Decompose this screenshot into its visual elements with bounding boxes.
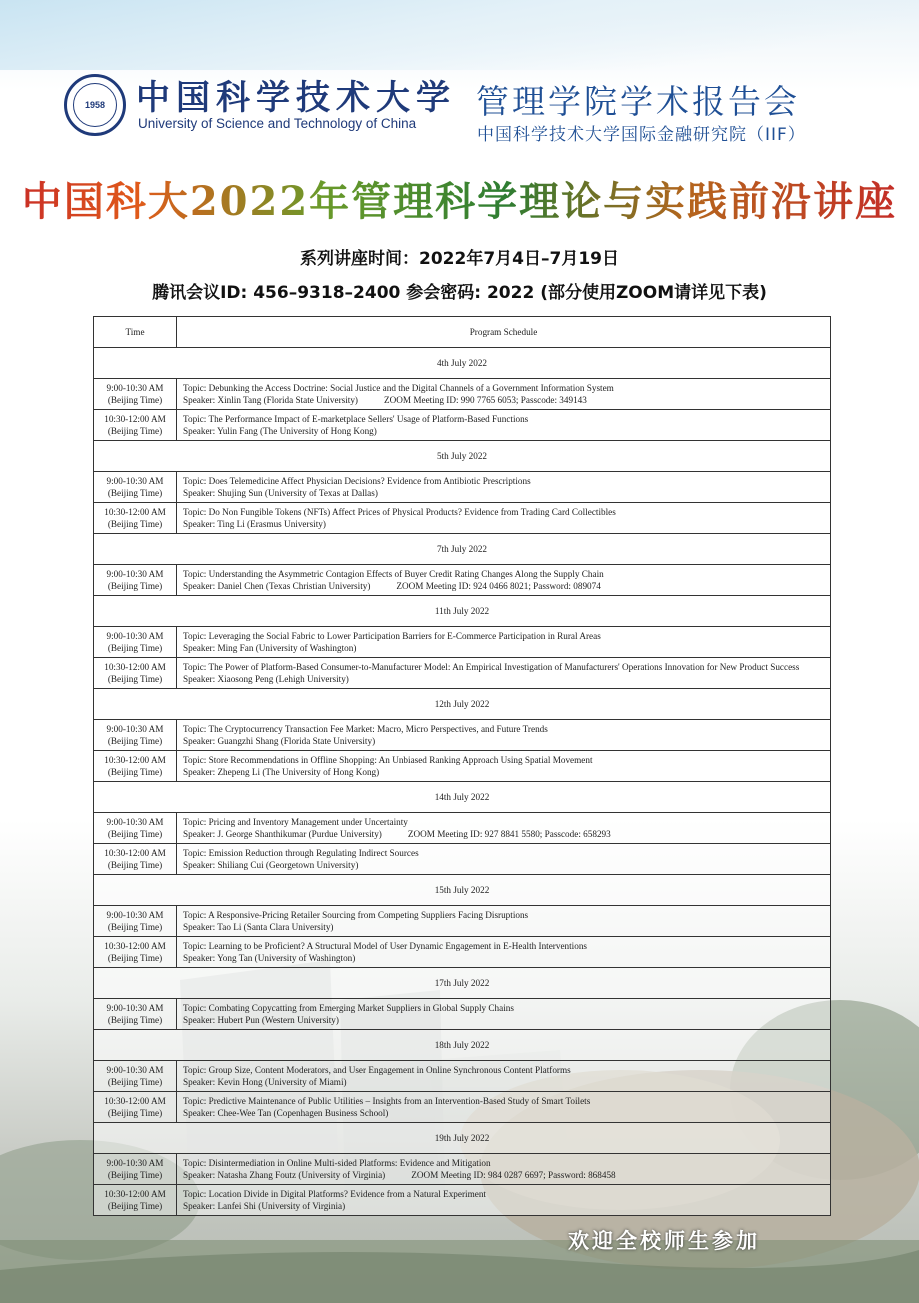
zoom-meeting-info: ZOOM Meeting ID: 927 8841 5580; Passcode: 658293 bbox=[407, 829, 611, 839]
talk-speaker: Speaker: Shujing Sun (University of Texas at Dallas) bbox=[183, 488, 378, 498]
university-seal-icon bbox=[64, 74, 126, 136]
talk-speaker-line bbox=[183, 1169, 824, 1182]
table-row bbox=[94, 472, 831, 503]
talk-speaker-line bbox=[183, 394, 824, 407]
time-range: 10:30-12:00 AM bbox=[104, 754, 166, 765]
date-row bbox=[94, 875, 831, 906]
program-cell bbox=[177, 1185, 831, 1216]
time-range: 10:30-12:00 AM bbox=[104, 940, 166, 951]
table-row bbox=[94, 379, 831, 410]
time-zone: (Beijing Time) bbox=[107, 829, 163, 839]
zoom-meeting-info: ZOOM Meeting ID: 984 0287 6697; Password: 868458 bbox=[411, 1170, 616, 1180]
program-cell bbox=[177, 906, 831, 937]
date-row bbox=[94, 534, 831, 565]
talk-speaker-line bbox=[183, 766, 824, 779]
column-header-time: Time bbox=[94, 317, 177, 348]
time-cell bbox=[94, 1185, 177, 1216]
time-cell bbox=[94, 410, 177, 441]
table-row bbox=[94, 906, 831, 937]
table-row bbox=[94, 1092, 831, 1123]
talk-speaker-line bbox=[183, 580, 824, 593]
time-zone: (Beijing Time) bbox=[107, 395, 163, 405]
date-row bbox=[94, 1123, 831, 1154]
talk-speaker: Speaker: Guangzhi Shang (Florida State University) bbox=[183, 736, 376, 746]
talk-topic: Topic: Debunking the Access Doctrine: Social Justice and the Digital Channels of a Government Information System bbox=[183, 382, 614, 393]
date-row bbox=[94, 441, 831, 472]
talk-speaker-line bbox=[183, 828, 824, 841]
time-cell bbox=[94, 720, 177, 751]
time-range: 9:00-10:30 AM bbox=[106, 568, 164, 579]
talk-speaker: Speaker: Ming Fan (University of Washington) bbox=[183, 643, 357, 653]
program-cell bbox=[177, 472, 831, 503]
table-row bbox=[94, 503, 831, 534]
table-row bbox=[94, 410, 831, 441]
talk-speaker: Speaker: Shiliang Cui (Georgetown University) bbox=[183, 860, 359, 870]
table-row bbox=[94, 1061, 831, 1092]
time-cell bbox=[94, 751, 177, 782]
program-cell bbox=[177, 937, 831, 968]
schedule-table bbox=[93, 316, 831, 1216]
talk-topic: Topic: Understanding the Asymmetric Contagion Effects of Buyer Credit Rating Changes Along the Supply Chain bbox=[183, 568, 604, 579]
date-label: 5th July 2022 bbox=[94, 441, 831, 472]
talk-speaker-line bbox=[183, 642, 824, 655]
time-range: 9:00-10:30 AM bbox=[106, 1064, 164, 1075]
time-range: 10:30-12:00 AM bbox=[104, 413, 166, 424]
program-cell bbox=[177, 1092, 831, 1123]
talk-speaker-line bbox=[183, 673, 824, 686]
time-zone: (Beijing Time) bbox=[107, 1201, 163, 1211]
talk-speaker: Speaker: Chee-Wee Tan (Copenhagen Business School) bbox=[183, 1108, 389, 1118]
talk-speaker: Speaker: Natasha Zhang Foutz (University of Virginia) bbox=[183, 1170, 386, 1180]
time-zone: (Beijing Time) bbox=[107, 860, 163, 870]
date-row bbox=[94, 968, 831, 999]
lecture-series-subtitle: 中国科学技术大学国际金融研究院（IIF） bbox=[477, 125, 806, 145]
talk-speaker: Speaker: Xinlin Tang (Florida State University) bbox=[183, 395, 358, 405]
date-label: 18th July 2022 bbox=[94, 1030, 831, 1061]
time-zone: (Beijing Time) bbox=[107, 674, 163, 684]
program-cell bbox=[177, 999, 831, 1030]
time-cell bbox=[94, 906, 177, 937]
talk-speaker: Speaker: Yulin Fang (The University of Hong Kong) bbox=[183, 426, 377, 436]
time-range: 10:30-12:00 AM bbox=[104, 1188, 166, 1199]
time-zone: (Beijing Time) bbox=[107, 736, 163, 746]
talk-speaker-line bbox=[183, 518, 824, 531]
schedule-body bbox=[94, 348, 831, 1216]
time-cell bbox=[94, 844, 177, 875]
time-cell bbox=[94, 1092, 177, 1123]
date-label: 17th July 2022 bbox=[94, 968, 831, 999]
talk-speaker: Speaker: Tao Li (Santa Clara University) bbox=[183, 922, 334, 932]
talk-speaker: Speaker: Kevin Hong (University of Miami) bbox=[183, 1077, 347, 1087]
talk-topic: Topic: A Responsive-Pricing Retailer Sourcing from Competing Suppliers Facing Disruptions bbox=[183, 909, 529, 920]
table-row bbox=[94, 937, 831, 968]
university-name-en: University of Science and Technology of China bbox=[138, 116, 417, 131]
talk-speaker: Speaker: J. George Shanthikumar (Purdue University) bbox=[183, 829, 382, 839]
time-cell bbox=[94, 627, 177, 658]
time-cell bbox=[94, 503, 177, 534]
time-zone: (Beijing Time) bbox=[107, 953, 163, 963]
main-title: 中国科大2022年管理科学理论与实践前沿讲座 bbox=[0, 170, 919, 227]
time-range: 10:30-12:00 AM bbox=[104, 847, 166, 858]
talk-speaker-line bbox=[183, 1200, 824, 1213]
talk-topic: Topic: Do Non Fungible Tokens (NFTs) Affect Prices of Physical Products? Evidence from Trading Card Collectibles bbox=[183, 506, 616, 517]
zoom-meeting-info: ZOOM Meeting ID: 990 7765 6053; Passcode: 349143 bbox=[384, 395, 587, 405]
time-zone: (Beijing Time) bbox=[107, 1170, 163, 1180]
date-row bbox=[94, 1030, 831, 1061]
talk-topic: Topic: Leveraging the Social Fabric to Lower Participation Barriers for E-Commerce Participation in Rural Areas bbox=[183, 630, 601, 641]
program-cell bbox=[177, 720, 831, 751]
program-cell bbox=[177, 751, 831, 782]
talk-speaker: Speaker: Lanfei Shi (University of Virginia) bbox=[183, 1201, 346, 1211]
talk-speaker: Speaker: Daniel Chen (Texas Christian University) bbox=[183, 581, 371, 591]
talk-topic: Topic: Emission Reduction through Regulating Indirect Sources bbox=[183, 847, 419, 858]
talk-speaker-line bbox=[183, 1076, 824, 1089]
date-label: 12th July 2022 bbox=[94, 689, 831, 720]
time-cell bbox=[94, 1154, 177, 1185]
time-cell bbox=[94, 472, 177, 503]
program-cell bbox=[177, 503, 831, 534]
talk-speaker: Speaker: Xiaosong Peng (Lehigh University) bbox=[183, 674, 349, 684]
series-period: 系列讲座时间：2022年7月4日–7月19日 bbox=[300, 249, 619, 269]
talk-speaker-line bbox=[183, 952, 824, 965]
time-zone: (Beijing Time) bbox=[107, 1077, 163, 1087]
meeting-info: 腾讯会议ID: 456–9318–2400 参会密码: 2022 (部分使用ZOOM请详见下表) bbox=[152, 283, 767, 303]
time-zone: (Beijing Time) bbox=[107, 1015, 163, 1025]
talk-topic: Topic: Disintermediation in Online Multi-sided Platforms: Evidence and Mitigation bbox=[183, 1157, 491, 1168]
date-row bbox=[94, 782, 831, 813]
top-wave-decoration bbox=[0, 0, 919, 70]
time-zone: (Beijing Time) bbox=[107, 767, 163, 777]
talk-topic: Topic: Store Recommendations in Offline Shopping: An Unbiased Ranking Approach Using Spatial Movement bbox=[183, 754, 593, 765]
table-row bbox=[94, 1154, 831, 1185]
time-range: 9:00-10:30 AM bbox=[106, 382, 164, 393]
program-cell bbox=[177, 379, 831, 410]
date-row bbox=[94, 348, 831, 379]
program-cell bbox=[177, 627, 831, 658]
date-label: 19th July 2022 bbox=[94, 1123, 831, 1154]
talk-topic: Topic: Does Telemedicine Affect Physician Decisions? Evidence from Antibiotic Prescriptions bbox=[183, 475, 531, 486]
date-label: 14th July 2022 bbox=[94, 782, 831, 813]
talk-topic: Topic: The Performance Impact of E-marketplace Sellers' Usage of Platform-Based Functions bbox=[183, 413, 529, 424]
time-range: 10:30-12:00 AM bbox=[104, 1095, 166, 1106]
table-header-row bbox=[94, 317, 831, 348]
time-zone: (Beijing Time) bbox=[107, 426, 163, 436]
program-cell bbox=[177, 410, 831, 441]
welcome-message: 欢迎全校师生参加 bbox=[568, 1228, 760, 1253]
time-cell bbox=[94, 379, 177, 410]
talk-speaker: Speaker: Zhepeng Li (The University of Hong Kong) bbox=[183, 767, 380, 777]
column-header-program: Program Schedule bbox=[177, 317, 831, 348]
university-name-cn: 中国科学技术大学 bbox=[136, 78, 456, 118]
table-row bbox=[94, 720, 831, 751]
time-range: 9:00-10:30 AM bbox=[106, 723, 164, 734]
header bbox=[64, 70, 874, 145]
time-cell bbox=[94, 1061, 177, 1092]
time-range: 9:00-10:30 AM bbox=[106, 816, 164, 827]
talk-speaker-line bbox=[183, 487, 824, 500]
talk-topic: Topic: Location Divide in Digital Platforms? Evidence from a Natural Experiment bbox=[183, 1188, 486, 1199]
talk-speaker-line bbox=[183, 1107, 824, 1120]
date-row bbox=[94, 689, 831, 720]
table-row bbox=[94, 813, 831, 844]
talk-speaker: Speaker: Ting Li (Erasmus University) bbox=[183, 519, 326, 529]
time-zone: (Beijing Time) bbox=[107, 922, 163, 932]
program-cell bbox=[177, 1061, 831, 1092]
time-range: 10:30-12:00 AM bbox=[104, 506, 166, 517]
talk-speaker-line bbox=[183, 735, 824, 748]
date-label: 15th July 2022 bbox=[94, 875, 831, 906]
time-zone: (Beijing Time) bbox=[107, 519, 163, 529]
table-row bbox=[94, 658, 831, 689]
time-range: 9:00-10:30 AM bbox=[106, 1002, 164, 1013]
table-row bbox=[94, 844, 831, 875]
date-label: 7th July 2022 bbox=[94, 534, 831, 565]
table-row bbox=[94, 751, 831, 782]
talk-speaker-line bbox=[183, 1014, 824, 1027]
talk-topic: Topic: Learning to be Proficient? A Structural Model of User Dynamic Engagement in E-Health Interventions bbox=[183, 940, 588, 951]
time-cell bbox=[94, 813, 177, 844]
date-label: 11th July 2022 bbox=[94, 596, 831, 627]
table-row bbox=[94, 999, 831, 1030]
talk-speaker: Speaker: Yong Tan (University of Washington) bbox=[183, 953, 356, 963]
time-cell bbox=[94, 658, 177, 689]
date-label: 4th July 2022 bbox=[94, 348, 831, 379]
time-range: 10:30-12:00 AM bbox=[104, 661, 166, 672]
time-zone: (Beijing Time) bbox=[107, 581, 163, 591]
time-zone: (Beijing Time) bbox=[107, 1108, 163, 1118]
time-cell bbox=[94, 565, 177, 596]
talk-speaker-line bbox=[183, 921, 824, 934]
time-cell bbox=[94, 937, 177, 968]
program-cell bbox=[177, 658, 831, 689]
talk-topic: Topic: Combating Copycatting from Emerging Market Suppliers in Global Supply Chains bbox=[183, 1002, 514, 1013]
time-zone: (Beijing Time) bbox=[107, 643, 163, 653]
program-cell bbox=[177, 844, 831, 875]
zoom-meeting-info: ZOOM Meeting ID: 924 0466 8021; Password: 089074 bbox=[396, 581, 601, 591]
program-cell bbox=[177, 565, 831, 596]
talk-speaker-line bbox=[183, 425, 824, 438]
talk-topic: Topic: Predictive Maintenance of Public Utilities – Insights from an Intervention-Based Study of Smart Toilets bbox=[183, 1095, 591, 1106]
talk-topic: Topic: The Cryptocurrency Transaction Fee Market: Macro, Micro Perspectives, and Future Trends bbox=[183, 723, 548, 734]
time-zone: (Beijing Time) bbox=[107, 488, 163, 498]
table-row bbox=[94, 627, 831, 658]
time-cell bbox=[94, 999, 177, 1030]
time-range: 9:00-10:30 AM bbox=[106, 630, 164, 641]
time-range: 9:00-10:30 AM bbox=[106, 1157, 164, 1168]
seal-year: 1958 bbox=[73, 83, 117, 127]
talk-topic: Topic: Group Size, Content Moderators, and User Engagement in Online Synchronous Content Platforms bbox=[183, 1064, 571, 1075]
table-row bbox=[94, 1185, 831, 1216]
date-row bbox=[94, 596, 831, 627]
time-range: 9:00-10:30 AM bbox=[106, 909, 164, 920]
lecture-series-title: 管理学院学术报告会 bbox=[476, 82, 800, 121]
talk-speaker-line bbox=[183, 859, 824, 872]
program-cell bbox=[177, 813, 831, 844]
program-cell bbox=[177, 1154, 831, 1185]
talk-topic: Topic: The Power of Platform-Based Consumer-to-Manufacturer Model: An Empirical Investigation of Manufacturers' Operations Innovation for New Product Success bbox=[183, 661, 800, 672]
time-range: 9:00-10:30 AM bbox=[106, 475, 164, 486]
talk-speaker: Speaker: Hubert Pun (Western University) bbox=[183, 1015, 339, 1025]
table-row bbox=[94, 565, 831, 596]
talk-topic: Topic: Pricing and Inventory Management under Uncertainty bbox=[183, 816, 408, 827]
